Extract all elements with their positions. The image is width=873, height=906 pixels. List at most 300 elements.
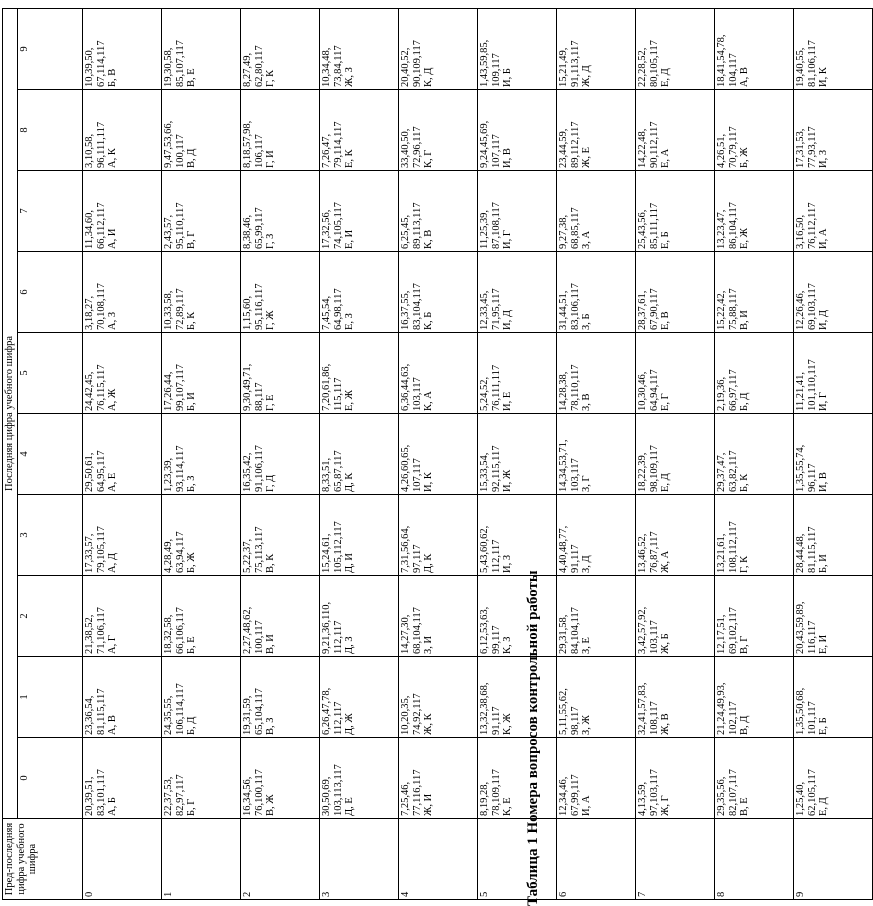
question-cell <box>715 495 794 576</box>
question-cell <box>241 657 320 738</box>
question-cell <box>794 738 873 819</box>
question-cell <box>399 414 478 495</box>
question-cell <box>399 90 478 171</box>
cell-line: А, К <box>107 148 118 168</box>
cell-line: И, А <box>818 228 829 249</box>
cell-line: 70,108,117 <box>95 283 107 330</box>
question-cell <box>715 171 794 252</box>
cell-line: Г, Ж <box>265 310 276 330</box>
cell-line: 1,35,50,68, <box>795 687 806 735</box>
cell-line: 103,117 <box>411 377 423 411</box>
cell-line: 86,104,117 <box>727 202 739 249</box>
question-cell <box>83 90 162 171</box>
cell-line: 16,35,42, <box>242 452 253 492</box>
cell-line: 12,17,51, <box>716 614 727 654</box>
question-cell <box>794 8 873 89</box>
column-number: 0 <box>18 738 83 819</box>
cell-line: 115,117 <box>332 377 344 411</box>
question-cell <box>557 252 636 333</box>
question-cell <box>557 738 636 819</box>
cell-line: Г, Д <box>265 474 276 492</box>
column-number: 2 <box>18 576 83 657</box>
question-cell <box>794 495 873 576</box>
cell-line: 6,36,44,63, <box>400 363 411 411</box>
cell-line: Е, Д <box>818 797 829 816</box>
question-cell <box>636 171 715 252</box>
cell-line: К, Е <box>502 797 513 816</box>
cell-line: 97,117 <box>411 544 423 573</box>
cell-line: 7,31,56,64, <box>400 525 411 573</box>
cell-line: 95,116,117 <box>253 283 265 330</box>
question-cell <box>399 333 478 414</box>
cell-line: 7,45,54, <box>321 295 332 330</box>
cell-line: 22,28,52, <box>637 47 648 87</box>
cell-line: Г, З <box>265 233 276 249</box>
cell-line: З, Б <box>581 313 592 330</box>
cell-line: Г, И <box>265 150 276 168</box>
column-number: 1 <box>18 657 83 738</box>
cell-line: 112,117 <box>332 620 344 654</box>
cell-line: 28,44,48, <box>795 533 806 573</box>
cell-line: 67,99,117 <box>569 774 581 816</box>
cell-line: 102,117 <box>727 701 739 735</box>
question-cell <box>162 738 241 819</box>
cell-line: 101,117 <box>806 701 818 735</box>
cell-line: В, И <box>265 634 276 654</box>
cell-line: 2,19,36, <box>716 376 727 411</box>
cell-line: Ж, В <box>660 713 671 735</box>
cell-line: 79,105,117 <box>95 526 107 573</box>
question-cell <box>241 576 320 657</box>
cell-line: 63,82,117 <box>727 450 739 492</box>
cell-line: В, З <box>265 717 276 735</box>
cell-line: 88,117 <box>253 382 265 411</box>
cell-line: Ж, К <box>423 713 434 735</box>
cell-line: 74,92,117 <box>411 693 423 735</box>
cell-line: Ж, Г <box>660 795 671 816</box>
cell-line: 91,117 <box>569 544 581 573</box>
question-cell <box>320 576 399 657</box>
cell-line: 101,110,117 <box>806 359 818 411</box>
cell-line: А, Б <box>107 797 118 816</box>
question-cell <box>636 576 715 657</box>
question-cell <box>557 414 636 495</box>
cell-line: 8,33,51, <box>321 457 332 492</box>
question-cell <box>241 738 320 819</box>
question-cell <box>241 333 320 414</box>
question-cell <box>399 657 478 738</box>
table-row <box>557 8 636 899</box>
cell-line: 74,105,117 <box>332 202 344 249</box>
table-row <box>83 8 162 899</box>
cell-line: 107,117 <box>490 134 502 168</box>
question-cell <box>162 495 241 576</box>
cell-line: 14,34,53,71, <box>558 439 569 492</box>
cell-line: 78,110,117 <box>569 364 581 411</box>
cell-line: Ж, И <box>423 793 434 816</box>
cell-line: 17,33,57, <box>84 533 95 573</box>
cell-line: 91,113,117 <box>569 40 581 87</box>
question-cell <box>557 333 636 414</box>
cell-line: Е, И <box>344 229 355 249</box>
cell-line: 10,39,50, <box>84 47 95 87</box>
cell-line: 18,32,58, <box>163 614 174 654</box>
cell-line: Г, Е <box>265 394 276 411</box>
question-cell <box>162 414 241 495</box>
question-cell <box>557 8 636 89</box>
cell-line: 64,94,117 <box>648 369 660 411</box>
question-cell <box>636 333 715 414</box>
cell-line: 1,23,39, <box>163 457 174 492</box>
cell-line: З, В <box>581 393 592 411</box>
cell-line: 76,87,117 <box>648 531 660 573</box>
cell-line: 25,43,56, <box>637 209 648 249</box>
column-number: 3 <box>18 495 83 576</box>
question-cell <box>83 171 162 252</box>
cell-line: 98,109,117 <box>648 445 660 492</box>
cell-line: 81,115,117 <box>95 688 107 735</box>
question-cell <box>162 252 241 333</box>
question-cell <box>241 414 320 495</box>
cell-line: Б, В <box>107 68 118 87</box>
cell-line: А, З <box>107 311 118 330</box>
cell-line: 97,103,117 <box>648 769 660 816</box>
cell-line: 100,117 <box>174 134 186 168</box>
cell-line: 99,117 <box>490 625 502 654</box>
cell-line: 71,95,117 <box>490 288 502 330</box>
cell-line: Д, З <box>344 636 355 654</box>
question-cell <box>794 90 873 171</box>
cell-line: 31,44,51, <box>558 290 569 330</box>
question-cell <box>557 495 636 576</box>
cell-line: Г, К <box>739 555 750 573</box>
question-cell <box>241 8 320 89</box>
cell-line: 75,88,117 <box>727 288 739 330</box>
question-cell <box>320 414 399 495</box>
cell-line: 99,107,117 <box>174 364 186 411</box>
cell-line: 103,117 <box>648 620 660 654</box>
question-cell <box>715 333 794 414</box>
question-cell <box>162 333 241 414</box>
cell-line: 21,24,49,93, <box>716 682 727 735</box>
cell-line: 11,21,41, <box>795 372 806 411</box>
cell-line: 77,116,117 <box>411 769 423 816</box>
last-digit-header: Последняя цифра учебного шифра <box>3 8 18 818</box>
cell-line: 72,89,117 <box>174 288 186 330</box>
cell-line: 19,30,58, <box>163 47 174 87</box>
cell-line: З, Ж <box>581 715 592 735</box>
cell-line: Е, Ж <box>739 227 750 249</box>
cell-line: 10,34,48, <box>321 47 332 87</box>
cell-line: 69,103,117 <box>806 283 818 330</box>
cell-line: 66,97,117 <box>727 369 739 411</box>
cell-line: 17,31,53, <box>795 128 806 168</box>
cell-line: 10,20,35, <box>400 695 411 735</box>
cell-line: 73,84,117 <box>332 45 344 87</box>
cell-line: 13,46,52, <box>637 533 648 573</box>
cell-line: В, Г <box>739 635 750 654</box>
cell-line: Б, И <box>818 554 829 573</box>
row-label: 9 <box>794 819 873 900</box>
cell-line: К, Д <box>423 67 434 87</box>
table-row <box>399 8 478 899</box>
cell-line: 15,33,54, <box>479 452 490 492</box>
cell-line: 24,35,55, <box>163 695 174 735</box>
cell-line: В, И <box>739 310 750 330</box>
cell-line: 77,93,117 <box>806 126 818 168</box>
row-label: 6 <box>557 819 636 900</box>
question-cell <box>794 414 873 495</box>
row-label: 4 <box>399 819 478 900</box>
question-cell <box>83 657 162 738</box>
cell-line: 100,117 <box>253 620 265 654</box>
cell-line: 2,43,57, <box>163 214 174 249</box>
cell-line: И, З <box>502 554 513 573</box>
question-cell <box>399 252 478 333</box>
question-cell <box>241 495 320 576</box>
question-cell <box>320 495 399 576</box>
cell-line: 19,40,55, <box>795 47 806 87</box>
cell-line: 10,30,46, <box>637 371 648 411</box>
question-cell <box>320 171 399 252</box>
cell-line: 106,117 <box>253 134 265 168</box>
cell-line: 81,115,117 <box>806 526 818 573</box>
question-cell <box>636 414 715 495</box>
cell-line: В, Е <box>186 68 197 87</box>
cell-line: Д, И <box>344 553 355 573</box>
cell-line: 104,117 <box>727 53 739 87</box>
cell-line: 69,102,117 <box>727 607 739 654</box>
cell-line: Е, А <box>660 148 671 168</box>
question-cell <box>794 252 873 333</box>
cell-line: 7,26,47, <box>321 133 332 168</box>
cell-line: Е, Б <box>818 717 829 735</box>
cell-line: Е, В <box>660 311 671 330</box>
cell-line: 108,112,117 <box>727 521 739 573</box>
cell-line: Е, З <box>344 313 355 330</box>
cell-line: 109,117 <box>490 53 502 87</box>
cell-line: И, Д <box>502 310 513 330</box>
question-cell <box>557 90 636 171</box>
cell-line: К, А <box>423 391 434 411</box>
table-row <box>162 8 241 899</box>
cell-line: 19,31,59, <box>242 695 253 735</box>
cell-line: 68,104,117 <box>411 607 423 654</box>
cell-line: 13,23,47, <box>716 209 727 249</box>
question-cell <box>320 738 399 819</box>
cell-line: 17,32,56, <box>321 209 332 249</box>
table-row <box>320 8 399 899</box>
cell-line: И, З <box>818 149 829 168</box>
cell-line: 76,100,117 <box>253 769 265 816</box>
question-cell <box>162 657 241 738</box>
cell-line: 64,98,117 <box>332 288 344 330</box>
cell-line: 90,112,117 <box>648 121 660 168</box>
cell-line: А, Е <box>107 472 118 492</box>
column-number: 7 <box>18 171 83 252</box>
question-cell <box>320 90 399 171</box>
column-number: 8 <box>18 90 83 171</box>
cell-line: 76,111,117 <box>490 364 502 411</box>
cell-line: Д, К <box>344 472 355 492</box>
cell-line: 62,80,117 <box>253 45 265 87</box>
column-number: 9 <box>18 8 83 89</box>
cell-line: В, Д <box>739 715 750 735</box>
cell-line: 11,34,60, <box>84 210 95 249</box>
cell-line: 79,114,117 <box>332 121 344 168</box>
cell-line: 14,27,30, <box>400 614 411 654</box>
cell-line: Б, З <box>186 475 197 492</box>
cell-line: Б, К <box>186 311 197 330</box>
cell-line: 6,25,45, <box>400 214 411 249</box>
question-cell <box>399 576 478 657</box>
question-cell <box>557 576 636 657</box>
cell-line: 29,50,61, <box>84 452 95 492</box>
cell-line: Ж, Б <box>660 633 671 654</box>
cell-line: И, А <box>581 795 592 816</box>
cell-line: 62,105,117 <box>806 769 818 816</box>
cell-line: 32,41,57,83, <box>637 682 648 735</box>
cell-line: 9,21,36,110, <box>321 601 332 654</box>
table-row <box>715 8 794 899</box>
cell-line: Е, И <box>818 634 829 654</box>
row-label: 1 <box>162 819 241 900</box>
question-cell <box>320 252 399 333</box>
cell-line: 8,18,57,98, <box>242 120 253 168</box>
cell-line: 12,26,46, <box>795 290 806 330</box>
row-label: 3 <box>320 819 399 900</box>
cell-line: 91,117 <box>490 706 502 735</box>
cell-line: 91,106,117 <box>253 445 265 492</box>
cell-line: З, Г <box>581 475 592 492</box>
cell-line: 8,19,28, <box>479 781 490 816</box>
cell-line: 4,13,59, <box>637 781 648 816</box>
cell-line: 116,117 <box>806 620 818 654</box>
cell-line: Г, К <box>265 69 276 87</box>
cell-line: 1,25,40, <box>795 781 806 816</box>
cell-line: 8,27,49, <box>242 52 253 87</box>
header-row <box>3 8 18 899</box>
question-cell <box>715 90 794 171</box>
cell-line: 68,85,117 <box>569 207 581 249</box>
corner-header: Пред-последняя цифра учебного шифра <box>3 819 83 900</box>
question-cell <box>794 657 873 738</box>
cell-line: 85,107,117 <box>174 40 186 87</box>
cell-line: 2,27,48,62, <box>242 606 253 654</box>
cell-line: И, В <box>502 148 513 168</box>
question-cell <box>83 333 162 414</box>
cell-line: И, К <box>818 67 829 87</box>
cell-line: 29,37,47, <box>716 452 727 492</box>
cell-line: 4,28,49, <box>163 538 174 573</box>
question-cell <box>636 252 715 333</box>
cell-line: 66,112,117 <box>95 202 107 249</box>
cell-line: 6,12,53,63, <box>479 606 490 654</box>
question-cell <box>83 738 162 819</box>
cell-line: 83,106,117 <box>569 283 581 330</box>
cell-line: 80,105,117 <box>648 40 660 87</box>
row-label: 5 <box>478 819 557 900</box>
cell-line: 20,39,51, <box>84 776 95 816</box>
cell-line: 78,109,117 <box>490 769 502 816</box>
cell-line: Ж, З <box>344 67 355 87</box>
question-cell <box>794 171 873 252</box>
question-cell <box>320 333 399 414</box>
cell-line: К, Г <box>423 149 434 168</box>
cell-line: 95,110,117 <box>174 202 186 249</box>
cell-line: 18,41,54,78, <box>716 34 727 87</box>
cell-line: И, К <box>423 472 434 492</box>
cell-line: Д, Е <box>344 797 355 816</box>
cell-line: И, В <box>818 472 829 492</box>
cell-line: 9,27,38, <box>558 214 569 249</box>
cell-line: 15,21,49, <box>558 47 569 87</box>
cell-line: 5,22,37, <box>242 538 253 573</box>
question-cell <box>636 657 715 738</box>
question-cell <box>399 8 478 89</box>
cell-line: Е, Г <box>660 393 671 411</box>
cell-line: В, Ж <box>265 794 276 816</box>
cell-line: В, Г <box>186 230 197 249</box>
cell-line: 9,24,45,69, <box>479 120 490 168</box>
cell-line: 63,94,117 <box>174 531 186 573</box>
cell-line: 96,117 <box>806 463 818 492</box>
table-row <box>794 8 873 899</box>
cell-line: 14,22,48, <box>637 128 648 168</box>
cell-line: 105,112,117 <box>332 521 344 573</box>
cell-line: 1,35,55,74, <box>795 444 806 492</box>
cell-line: 4,40,48,77, <box>558 525 569 573</box>
cell-line: К, Ж <box>502 713 513 735</box>
cell-line: З, И <box>423 635 434 654</box>
cell-line: 17,26,44, <box>163 371 174 411</box>
question-cell <box>399 171 478 252</box>
cell-line: З, А <box>581 230 592 249</box>
cell-line: 1,15,60, <box>242 295 253 330</box>
question-cell <box>715 657 794 738</box>
cell-line: 92,115,117 <box>490 445 502 492</box>
cell-line: Е, Б <box>660 231 671 249</box>
cell-line: 12,33,45, <box>479 290 490 330</box>
question-cell <box>557 171 636 252</box>
cell-line: 85,111,117 <box>648 202 660 249</box>
table-row <box>241 8 320 899</box>
cell-line: 7,20,61,86, <box>321 363 332 411</box>
cell-line: 11,25,39, <box>479 210 490 249</box>
question-cell <box>83 495 162 576</box>
cell-line: К, З <box>502 636 513 654</box>
question-cell <box>162 171 241 252</box>
question-cell <box>636 8 715 89</box>
cell-line: 3,16,50, <box>795 214 806 249</box>
cell-line: И, Ж <box>502 469 513 492</box>
cell-line: Ж, Е <box>581 146 592 168</box>
row-label: 0 <box>83 819 162 900</box>
table-caption: Таблица 1 Номера вопросов контрольной работы <box>525 570 541 906</box>
cell-line: 76,112,117 <box>806 202 818 249</box>
cell-line: Е, Д <box>660 473 671 492</box>
cell-line: 5,11,55,62, <box>558 688 569 735</box>
cell-line: 5,43,60,62, <box>479 525 490 573</box>
cell-line: 106,114,117 <box>174 683 186 735</box>
cell-line: А, Д <box>107 553 118 573</box>
cell-line: 64,95,117 <box>95 450 107 492</box>
question-cell <box>83 576 162 657</box>
question-cell <box>794 333 873 414</box>
cell-line: К, В <box>423 229 434 249</box>
cell-line: 65,87,117 <box>332 450 344 492</box>
cell-line: А, В <box>107 715 118 735</box>
